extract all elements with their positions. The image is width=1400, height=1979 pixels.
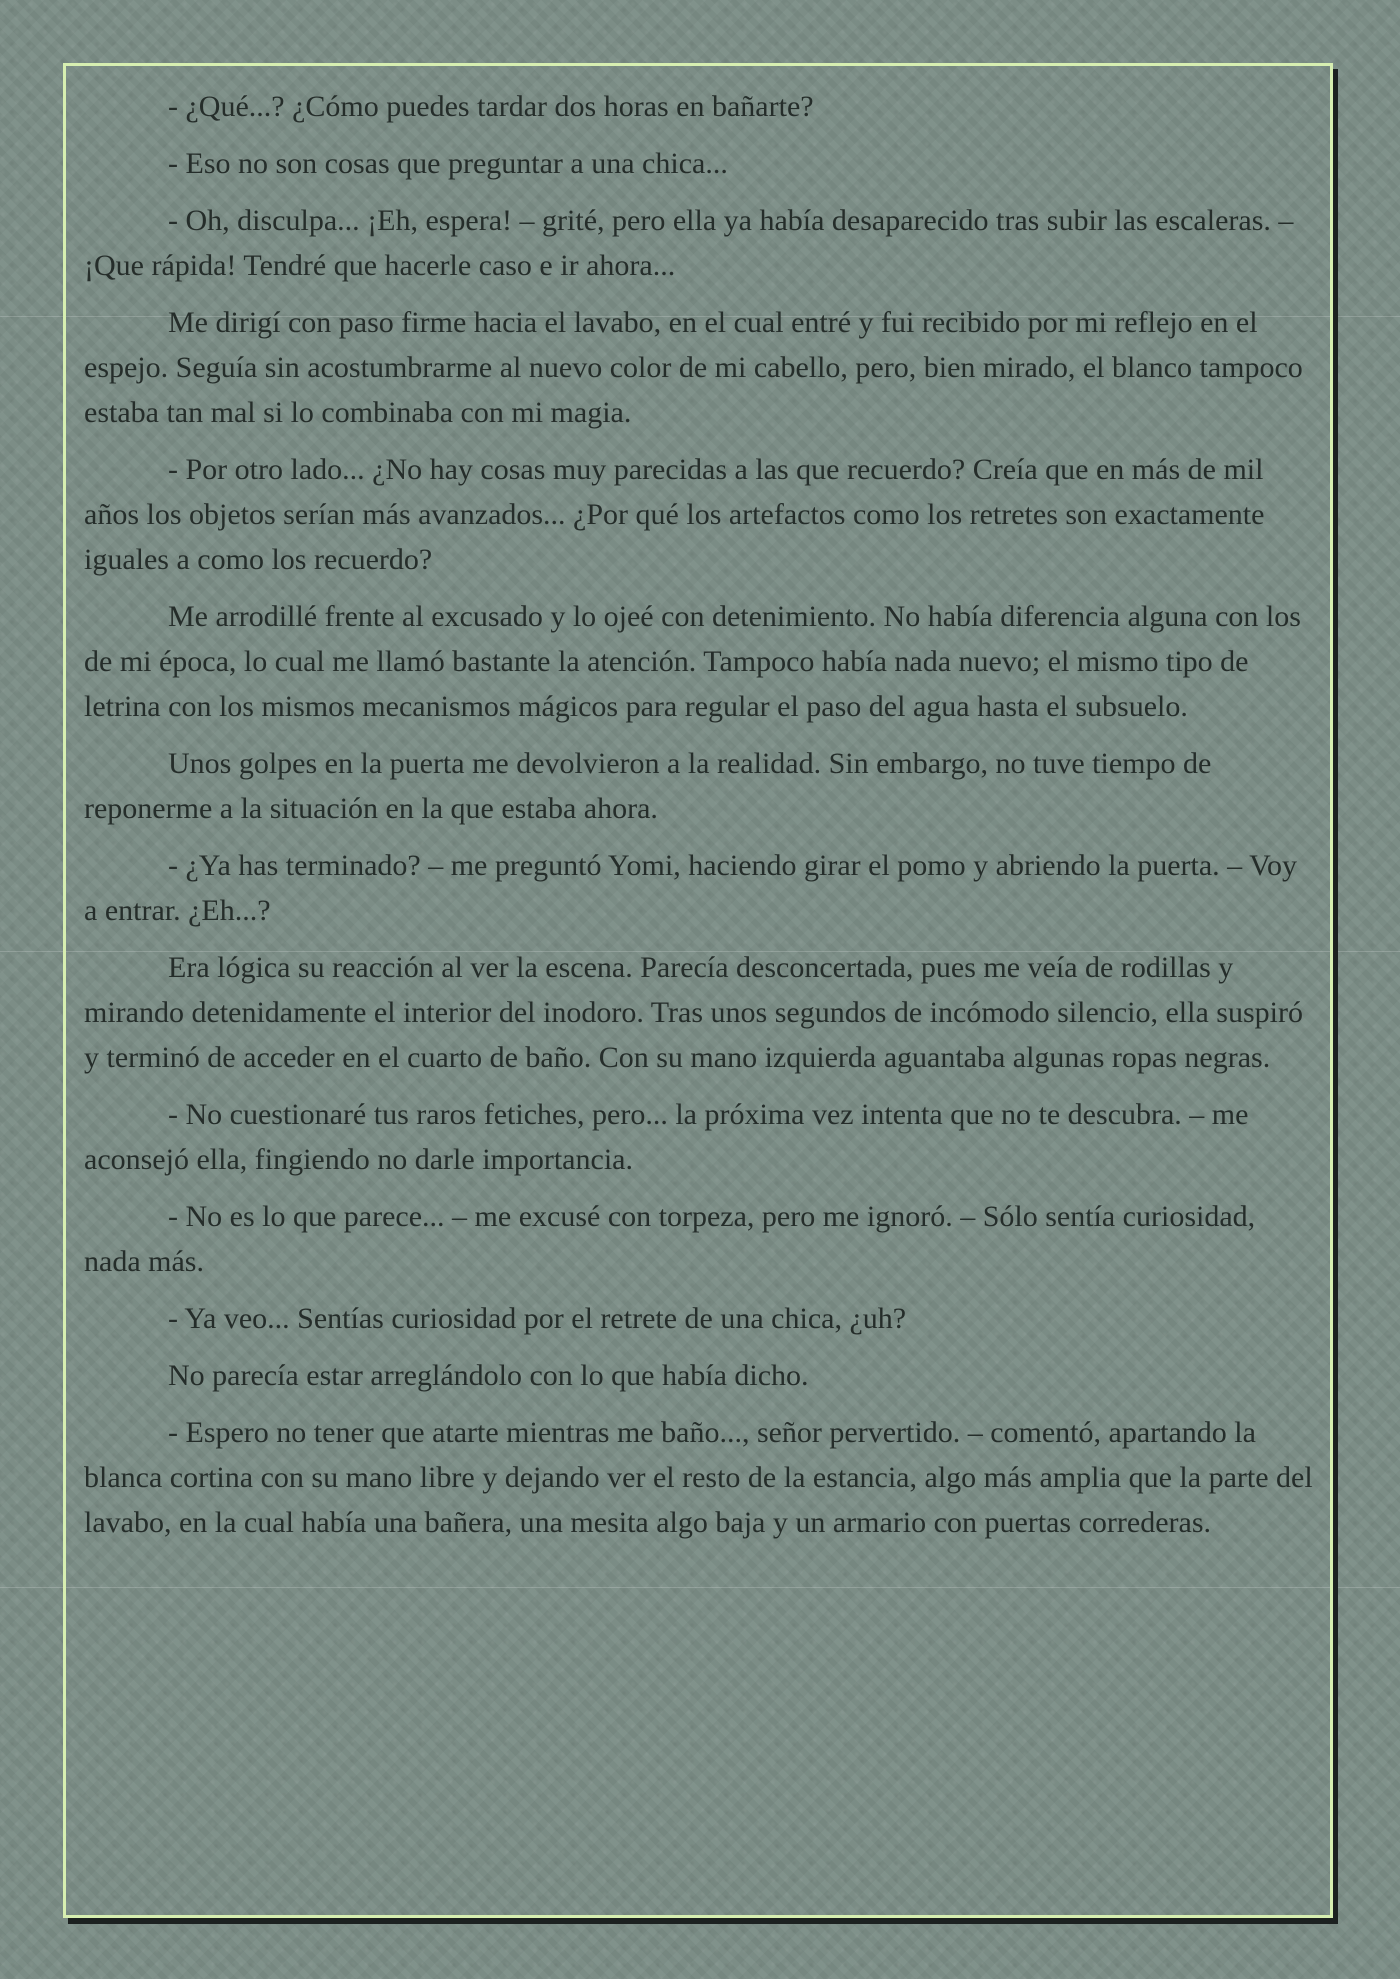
paragraph: - Eso no son cosas que preguntar a una chica... (168, 147, 728, 180)
paragraph: - ¿Qué...? ¿Cómo puedes tardar dos horas en bañarte? (168, 90, 814, 123)
paragraph: - Ya veo... Sentías curiosidad por el retrete de una chica, ¿uh? (168, 1302, 907, 1335)
story-text (84, 84, 1316, 1557)
paragraph: - Por otro lado... ¿No hay cosas muy parecidas a las que recuerdo? Creía que en más de mil años los objetos serían más avanzados... ¿Por qué los artefactos como los retretes son exactamente iguales a como los recuerdo? (84, 453, 1265, 576)
paragraph: - Oh, disculpa... ¡Eh, espera! – grité, pero ella ya había desaparecido tras subir las escaleras. – ¡Que rápida! Tendré que hacerle caso e ir ahora... (84, 204, 1294, 282)
paragraph: Unos golpes en la puerta me devolvieron a la realidad. Sin embargo, no tuve tiempo de reponerme a la situación en la que estaba ahora. (84, 747, 1212, 825)
paragraph: Me dirigí con paso firme hacia el lavabo, en el cual entré y fui recibido por mi reflejo en el espejo. Seguía sin acostumbrarme al nuevo color de mi cabello, pero, bien mirado, el blanco tampoco estaba tan mal si lo combinaba con mi magia. (84, 306, 1303, 429)
paragraph: Era lógica su reacción al ver la escena. Parecía desconcertada, pues me veía de rodillas y mirando detenidamente el interior del inodoro. Tras unos segundos de incómodo silencio, ella suspiró y terminó de acceder en el cuarto de baño. Con su mano izquierda aguantaba algunas ropas negras. (84, 951, 1303, 1074)
paragraph: No parecía estar arreglándolo con lo que había dicho. (168, 1359, 809, 1392)
paragraph: Me arrodillé frente al excusado y lo ojeé con detenimiento. No había diferencia alguna con los de mi época, lo cual me llamó bastante la atención. Tampoco había nada nuevo; el mismo tipo de letrina con los mismos mecanismos mágicos para regular el paso del agua hasta el subsuelo. (84, 600, 1301, 723)
paragraph: - ¿Ya has terminado? – me preguntó Yomi, haciendo girar el pomo y abriendo la puerta. – Voy a entrar. ¿Eh...? (84, 849, 1297, 927)
paragraph: - No es lo que parece... – me excusé con torpeza, pero me ignoró. – Sólo sentía curiosidad, nada más. (84, 1200, 1256, 1278)
paragraph: - Espero no tener que atarte mientras me baño..., señor pervertido. – comentó, apartando la blanca cortina con su mano libre y dejando ver el resto de la estancia, algo más amplia que la parte del lavabo, en la cual había una bañera, una mesita algo baja y un armario con puertas correderas. (84, 1416, 1313, 1539)
paragraph: - No cuestionaré tus raros fetiches, pero... la próxima vez intenta que no te descubra. – me aconsejó ella, fingiendo no darle importancia. (84, 1098, 1249, 1176)
